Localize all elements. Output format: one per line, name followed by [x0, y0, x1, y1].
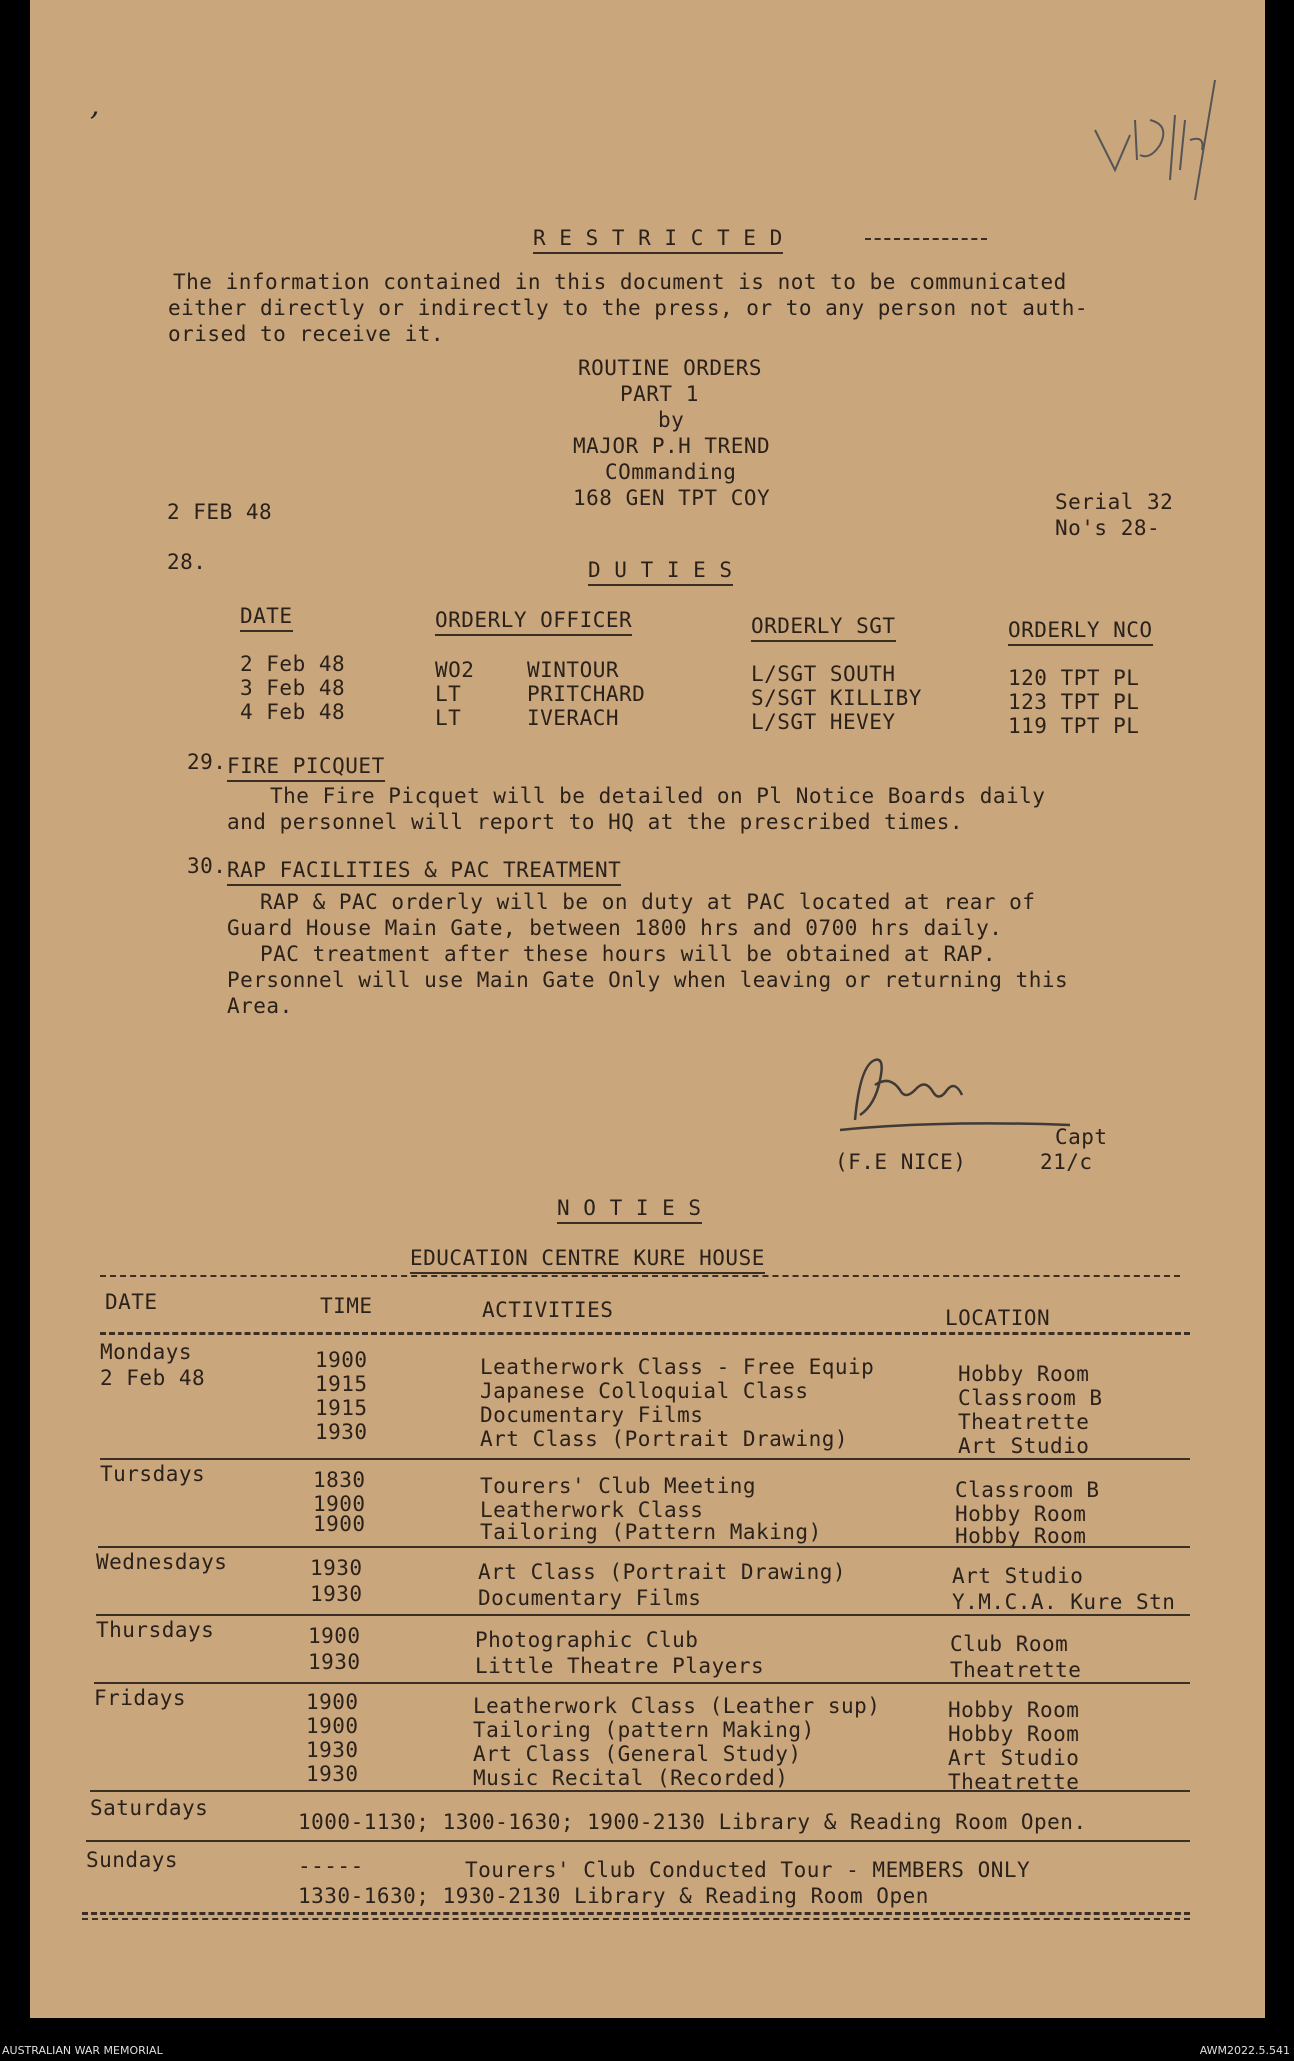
duty-date: 2 Feb 48 — [240, 652, 346, 676]
duty-sgt: S/SGT KILLIBY — [751, 686, 922, 710]
margin-mark: , — [90, 88, 100, 123]
document-page — [30, 0, 1265, 2018]
location: Art Studio — [958, 1434, 1090, 1458]
heading-line: MAJOR P.H TREND — [573, 434, 771, 458]
notices-title: N O T I E S — [557, 1196, 702, 1224]
time: 1930 — [306, 1762, 359, 1786]
row-rule — [98, 1546, 1190, 1548]
location: Art Studio — [952, 1564, 1084, 1588]
col-location: LOCATION — [945, 1306, 1051, 1330]
row-rule — [94, 1682, 1190, 1684]
rap-title: RAP FACILITIES & PAC TREATMENT — [227, 858, 621, 886]
location: Hobby Room — [948, 1722, 1080, 1746]
duty-nco: 119 TPT PL — [1008, 714, 1140, 738]
heading-line: by — [658, 408, 685, 432]
day-label: Tursdays — [100, 1462, 206, 1486]
col-date: DATE — [105, 1290, 158, 1314]
heading-line: 168 GEN TPT COY — [573, 486, 771, 510]
table-bottom-rule — [82, 1912, 1190, 1915]
location: Y.M.C.A. Kure Stn — [952, 1590, 1176, 1614]
fire-picquet-title: FIRE PICQUET — [227, 754, 385, 782]
section-number: 30. — [187, 854, 227, 878]
duties-title: D U T I E S — [588, 558, 733, 586]
activity: Art Class (Portrait Drawing) — [478, 1560, 847, 1584]
heading-line: COmmanding — [605, 460, 737, 484]
col-activities: ACTIVITIES — [482, 1298, 614, 1322]
fire-text-line: and personnel will report to HQ at the prescribed times. — [227, 810, 964, 834]
time: 1900 — [306, 1690, 359, 1714]
duty-rank: WO2 — [435, 658, 475, 682]
time: 1930 — [315, 1420, 368, 1444]
sunday-dashes: ----- — [298, 1854, 364, 1878]
heading-line: ROUTINE ORDERS — [578, 356, 763, 380]
duty-officer: WINTOUR — [527, 658, 620, 682]
header-rule — [100, 1332, 1190, 1335]
location: Hobby Room — [955, 1524, 1087, 1548]
activity: Tourers' Club Meeting — [480, 1474, 757, 1498]
time: 1930 — [308, 1650, 361, 1674]
section-number: 29. — [187, 750, 227, 774]
day-label: Saturdays — [90, 1796, 209, 1820]
location: Hobby Room — [955, 1502, 1087, 1526]
day-label: Sundays — [86, 1848, 179, 1872]
day-label: Wednesdays — [96, 1550, 228, 1574]
section-number: 28. — [167, 550, 207, 574]
restricted-rule — [865, 238, 987, 240]
location: Classroom B — [958, 1386, 1103, 1410]
activity: Leatherwork Class — [480, 1498, 704, 1522]
time: 1930 — [306, 1738, 359, 1762]
location: Hobby Room — [948, 1698, 1080, 1722]
row-rule — [86, 1840, 1190, 1842]
activity: Art Class (Portrait Drawing) — [480, 1427, 849, 1451]
footer-credit: AUSTRALIAN WAR MEMORIAL — [2, 2044, 163, 2057]
day-label: Fridays — [94, 1686, 187, 1710]
time: 1915 — [315, 1372, 368, 1396]
sunday-line: Tourers' Club Conducted Tour - MEMBERS ONLY — [465, 1858, 1031, 1882]
table-bottom-rule — [82, 1918, 1190, 1920]
notice-line: The information contained in this document is not to be communicated — [173, 270, 1067, 294]
row-rule — [100, 1458, 1190, 1460]
heading-line: PART 1 — [620, 382, 699, 406]
row-rule — [96, 1614, 1190, 1616]
rap-text-line: Personnel will use Main Gate Only when leaving or returning this — [227, 968, 1069, 992]
order-date: 2 FEB 48 — [167, 500, 273, 524]
duty-officer: IVERACH — [527, 706, 620, 730]
rap-text-line: Area. — [227, 994, 293, 1018]
location: Art Studio — [948, 1746, 1080, 1770]
duty-nco: 120 TPT PL — [1008, 666, 1140, 690]
duty-date: 4 Feb 48 — [240, 700, 346, 724]
time: 1930 — [310, 1582, 363, 1606]
location: Hobby Room — [958, 1362, 1090, 1386]
duty-officer: PRITCHARD — [527, 682, 646, 706]
location: Theatrette — [948, 1770, 1080, 1794]
row-rule — [90, 1790, 1190, 1792]
notice-line: orised to receive it. — [168, 322, 445, 346]
location: Theatrette — [958, 1410, 1090, 1434]
time: 1900 — [315, 1348, 368, 1372]
location: Classroom B — [955, 1478, 1100, 1502]
table-top-rule — [100, 1275, 1180, 1277]
duty-rank: LT — [435, 706, 462, 730]
duty-sgt: L/SGT HEVEY — [751, 710, 896, 734]
time: 1930 — [310, 1556, 363, 1580]
activity: Leatherwork Class - Free Equip — [480, 1355, 875, 1379]
time: 1900 — [308, 1624, 361, 1648]
col-date: DATE — [240, 604, 293, 632]
col-time: TIME — [320, 1294, 373, 1318]
restricted-title: R E S T R I C T E D — [533, 226, 783, 254]
day-label: Mondays — [100, 1340, 193, 1364]
activity: Little Theatre Players — [475, 1654, 765, 1678]
activity: Documentary Films — [480, 1403, 704, 1427]
rap-text-line: Guard House Main Gate, between 1800 hrs and 0700 hrs daily. — [227, 916, 1003, 940]
time: 1830 — [313, 1468, 366, 1492]
footer-accession: AWM2022.5.541 — [1199, 2044, 1290, 2057]
time: 1900 — [306, 1714, 359, 1738]
handwritten-annotation — [1075, 60, 1255, 210]
day-sublabel: 2 Feb 48 — [100, 1366, 206, 1390]
col-orderly-sgt: ORDERLY SGT — [751, 614, 896, 642]
activity: Music Recital (Recorded) — [473, 1766, 789, 1790]
duty-date: 3 Feb 48 — [240, 676, 346, 700]
activity: Japanese Colloquial Class — [480, 1379, 809, 1403]
fire-text-line: The Fire Picquet will be detailed on Pl Notice Boards daily — [270, 784, 1046, 808]
day-label: Thursdays — [96, 1618, 215, 1642]
rap-text-line: PAC treatment after these hours will be obtained at RAP. — [260, 942, 997, 966]
order-numbers: No's 28- — [1055, 516, 1161, 540]
sunday-line: 1330-1630; 1930-2130 Library & Reading Room Open — [298, 1884, 929, 1908]
time: 1900 — [313, 1492, 366, 1516]
col-orderly-nco: ORDERLY NCO — [1008, 618, 1153, 646]
duty-rank: LT — [435, 682, 462, 706]
activity: Art Class (General Study) — [473, 1742, 802, 1766]
signature-ref: 21/c — [1040, 1150, 1093, 1174]
signature-name: (F.E NICE) — [835, 1150, 967, 1174]
activity: Tailoring (pattern Making) — [473, 1718, 815, 1742]
signature-scrawl — [820, 1045, 1080, 1135]
activity: Leatherwork Class (Leather sup) — [473, 1694, 881, 1718]
rap-text-line: RAP & PAC orderly will be on duty at PAC located at rear of — [260, 890, 1036, 914]
serial-number: Serial 32 — [1055, 490, 1174, 514]
location: Club Room — [950, 1632, 1069, 1656]
activity: Photographic Club — [475, 1628, 699, 1652]
duty-nco: 123 TPT PL — [1008, 690, 1140, 714]
saturday-schedule: 1000-1130; 1300-1630; 1900-2130 Library & Reading Room Open. — [298, 1810, 1087, 1834]
duty-sgt: L/SGT SOUTH — [751, 662, 896, 686]
activity: Documentary Films — [478, 1586, 702, 1610]
location: Theatrette — [950, 1658, 1082, 1682]
notice-line: either directly or indirectly to the press, or to any person not auth- — [168, 296, 1089, 320]
col-orderly-officer: ORDERLY OFFICER — [435, 608, 632, 636]
signature-capt: Capt — [1055, 1125, 1108, 1149]
time: 1900 — [313, 1512, 366, 1536]
notices-subtitle: EDUCATION CENTRE KURE HOUSE — [410, 1246, 765, 1274]
time: 1915 — [315, 1396, 368, 1420]
activity: Tailoring (Pattern Making) — [480, 1520, 822, 1544]
